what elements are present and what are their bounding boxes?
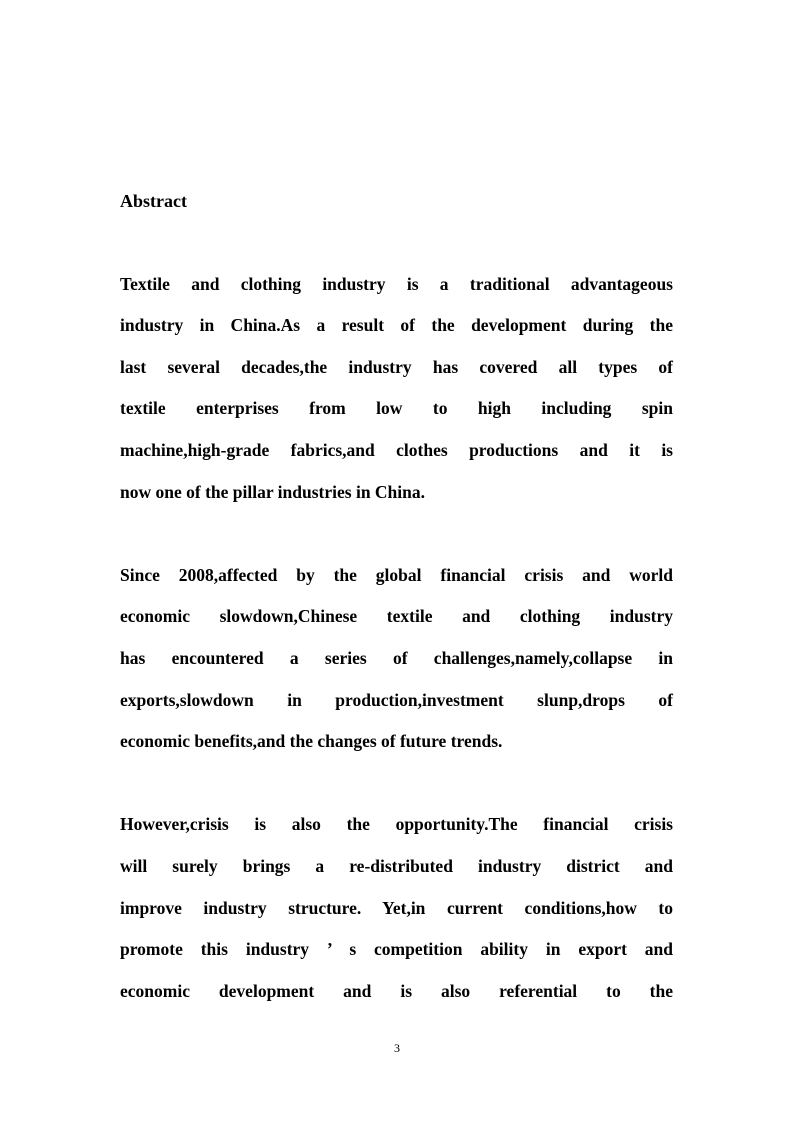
page-content bbox=[120, 181, 673, 1012]
paragraph-line: textile enterprises from low to high including spin bbox=[120, 398, 673, 419]
paragraph-spacer bbox=[120, 513, 673, 555]
paragraph-line: exports,slowdown in production,investment slunp,drops of bbox=[120, 689, 673, 710]
paragraph-spacer bbox=[120, 222, 673, 264]
paragraph-line: last several decades,the industry has covered all types of bbox=[120, 356, 673, 377]
paragraph-line: economic slowdown,Chinese textile and clothing industry bbox=[120, 606, 673, 627]
paragraph-line: will surely brings a re-distributed industry district and bbox=[120, 855, 673, 876]
abstract-heading: Abstract bbox=[120, 191, 187, 211]
paragraph-line: economic benefits,and the changes of future trends. bbox=[120, 731, 503, 752]
paragraph-line: now one of the pillar industries in China. bbox=[120, 481, 426, 502]
paragraph-line: Since 2008,affected by the global financial crisis and world bbox=[120, 564, 673, 585]
abstract-paragraph-2 bbox=[120, 555, 673, 763]
page-number: 3 bbox=[394, 1041, 400, 1055]
paragraph-line: However,crisis is also the opportunity.The financial crisis bbox=[120, 814, 673, 835]
paragraph-line: promote this industry ’ s competition ability in export and bbox=[120, 939, 673, 960]
paragraph-line: Textile and clothing industry is a traditional advantageous bbox=[120, 273, 673, 294]
paragraph-spacer bbox=[120, 763, 673, 805]
paragraph-line: has encountered a series of challenges,namely,collapse in bbox=[120, 647, 673, 668]
paragraph-line: economic development and is also referential to the bbox=[120, 980, 673, 1001]
abstract-paragraph-3 bbox=[120, 804, 673, 1012]
paragraph-line: machine,high-grade fabrics,and clothes productions and it is bbox=[120, 439, 673, 460]
paragraph-line: industry in China.As a result of the development during the bbox=[120, 315, 673, 336]
paragraph-line: improve industry structure. Yet,in current conditions,how to bbox=[120, 897, 673, 918]
abstract-paragraph-1 bbox=[120, 264, 673, 514]
